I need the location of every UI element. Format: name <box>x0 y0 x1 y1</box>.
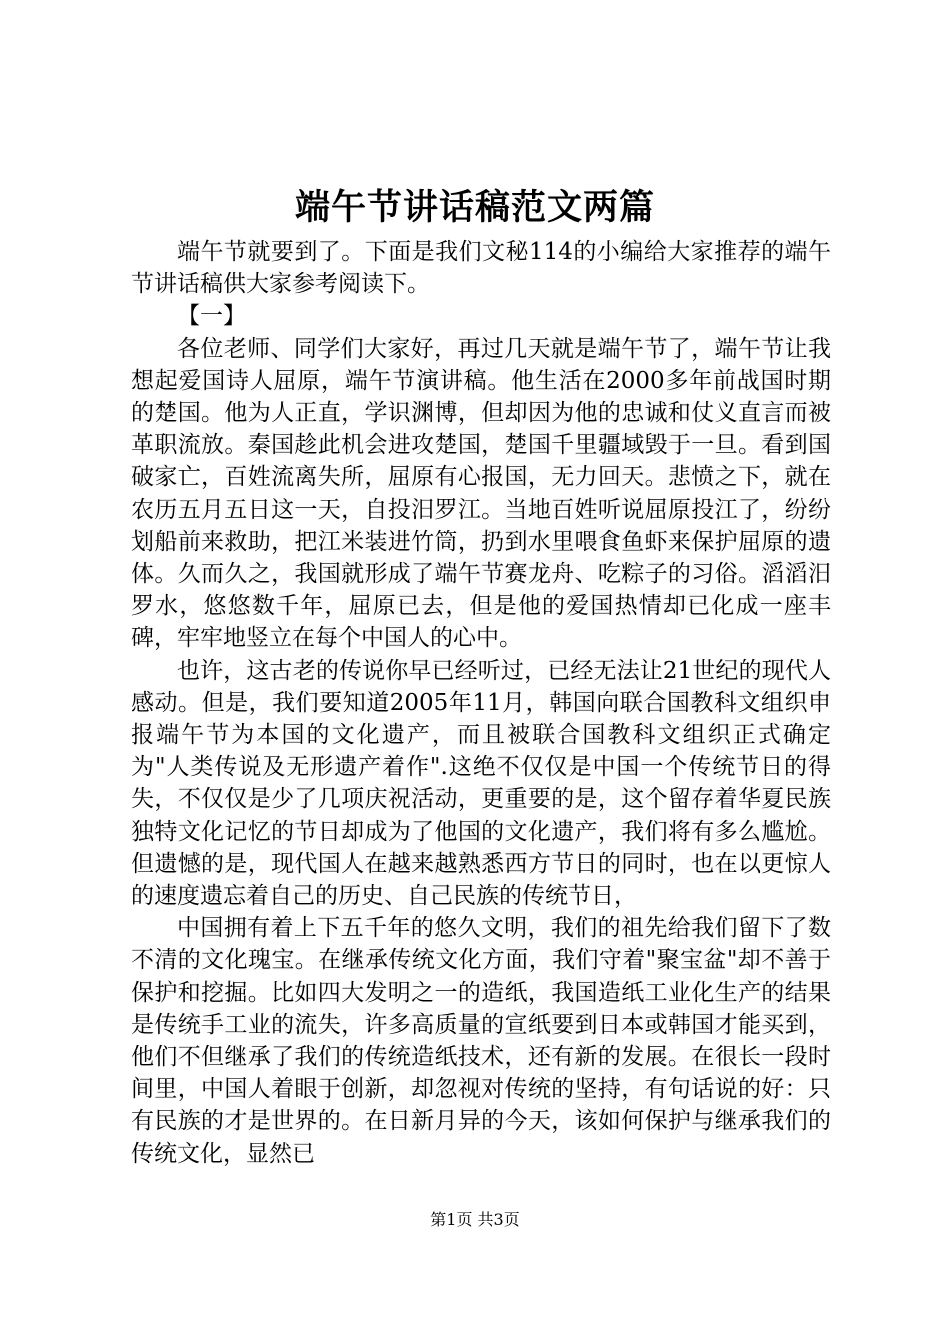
intro-paragraph: 端午节就要到了。下面是我们文秘114的小编给大家推荐的端午节讲话稿供大家参考阅读下。 <box>131 239 831 298</box>
body-paragraph: 中国拥有着上下五千年的悠久文明，我们的祖先给我们留下了数不清的文化瑰宝。在继承传统文化方面，我们守着"聚宝盆"却不善于保护和挖掘。比如四大发明之一的造纸，我国造纸工业化生产的结果是传统手工业的流失，许多高质量的宣纸要到日本或韩国才能买到，他们不但继承了我们的传统造纸技术，还有新的发展。在很长一段时间里，中国人着眼于创新，却忽视对传统的坚持，有句话说的好：只有民族的才是世界的。在日新月异的今天，该如何保护与继承我们的传统文化，显然已 <box>131 915 831 1167</box>
section-heading: 【一】 <box>177 303 246 330</box>
document-title: 端午节讲话稿范文两篇 <box>294 187 655 228</box>
body-paragraph: 各位老师、同学们大家好，再过几天就是端午节了，端午节让我想起爱国诗人屈原，端午节演讲稿。他生活在2000多年前战国时期的楚国。他为人正直，学识渊博，但却因为他的忠诚和仗义直言而被革职流放。秦国趁此机会进攻楚国，楚国千里疆域毁于一旦。看到国破家亡，百姓流离失所，屈原有心报国，无力回天。悲愤之下，就在农历五月五日这一天，自投汨罗江。当地百姓听说屈原投江了，纷纷划船前来救助，把江米装进竹筒，扔到水里喂食鱼虾来保护屈原的遗体。久而久之，我国就形成了端午节赛龙舟、吃粽子的习俗。滔滔汨罗水，悠悠数千年，屈原已去，但是他的爱国热情却已化成一座丰碑，牢牢地竖立在每个中国人的心中。 <box>131 335 831 652</box>
document-body <box>131 236 831 1170</box>
body-paragraph: 也许，这古老的传说你早已经听过，已经无法让21世纪的现代人感动。但是，我们要知道2005年11月，韩国向联合国教科文组织申报端午节为本国的文化遗产，而且被联合国教科文组织正式确定为"人类传说及无形遗产着作".这绝不仅仅是中国一个传统节日的得失，不仅仅是少了几项庆祝活动，更重要的是，这个留存着华夏民族独特文化记忆的节日却成为了他国的文化遗产，我们将有多么尴尬。但遗憾的是，现代国人在越来越熟悉西方节日的同时，也在以更惊人的速度遗忘着自己的历史、自己民族的传统节日， <box>131 657 831 910</box>
page-footer: 第1页 共3页 <box>430 1210 520 1229</box>
